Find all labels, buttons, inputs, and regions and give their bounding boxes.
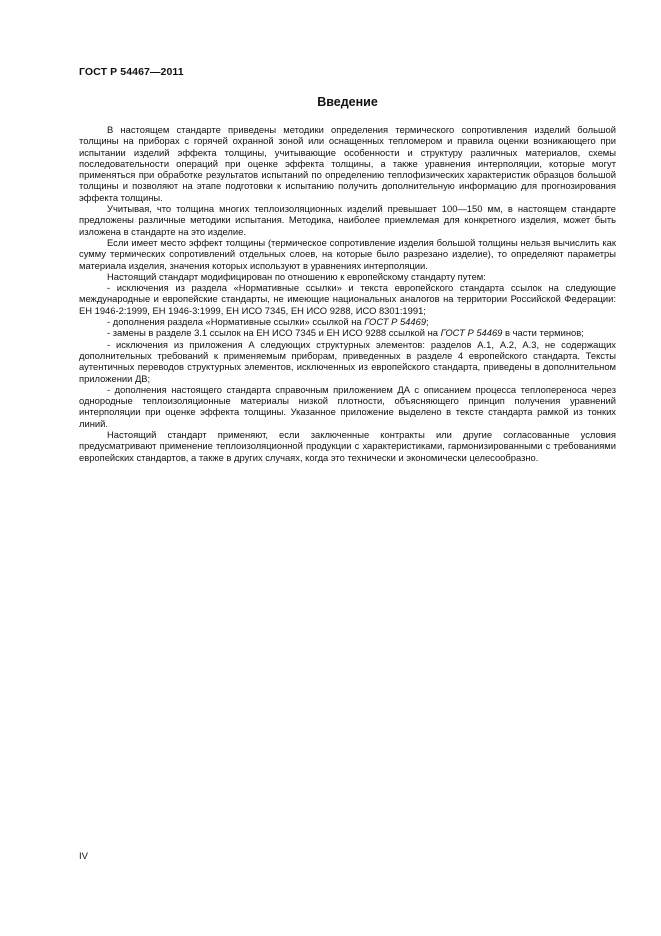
list-item-text: ; — [426, 316, 429, 328]
standard-reference: ГОСТ Р 54469 — [364, 316, 427, 328]
paragraph: Если имеет место эффект толщины (термическое сопротивление изделия большой толщины нельзя вычислить как сумму термических сопротивлений отдельных слоев, на которые было разрезано изделие), то определяют параметры материала изделия, значения которых используют в уравнениях интерполяции. — [79, 236, 616, 271]
standard-code-header: ГОСТ Р 54467—2011 — [79, 66, 184, 78]
paragraph: Учитывая, что толщина многих теплоизоляционных изделий превышает 100—150 мм, в настоящем стандарте предложены различные методики испытания. Методика, наиболее приемлемая для конкретного изделия, может быть изложена в стандарте на это изделие. — [79, 203, 616, 237]
page-number: IV — [79, 851, 88, 862]
list-item-text: - замены в разделе 3.1 ссылок на ЕН ИСО 7345 и ЕН ИСО 9288 ссылкой на — [107, 327, 441, 339]
paragraph: В настоящем стандарте приведены методики определения термического сопротивления изделий большой толщины на приборах с горячей охранной зоной или оснащенных тепломером и правила оценки возникающего при испытании изделий эффекта толщины, учитывающие особенности и структуру различных материалов, схемы последовательности операций при оценке эффекта толщины, а также уравнения интерполяции, которые могут применяться при обработке результатов испытаний по определению теплофизических характеристик образцов большой толщины и позволяют на этапе подготовки к испытанию получить дополнительную информацию для прогнозирования эффекта толщины. — [79, 124, 616, 203]
standard-reference: ГОСТ Р 54469 — [440, 327, 503, 339]
list-item: - исключения из раздела «Нормативные ссылки» и текста европейского стандарта ссылок на следующие международные и европейские стандарты, не имеющие национальных аналогов на территории Российской Федерации: ЕН 1946-2:1999, ЕН 1946-3:1999, ЕН ИСО 7345, ЕН ИСО 9288, ИСО 8301:1991; — [79, 282, 616, 316]
list-item: - исключения из приложения А следующих структурных элементов: разделов А.1, А.2, А.3, не содержащих дополнительных требований к применяемым приборам, приведенных в разделе 4 европейского стандарта. Тексты аутентичных переводов структурных элементов, исключенных из европейского стандарта, приведены в дополнительном приложении ДВ; — [79, 338, 616, 384]
list-item — [79, 327, 616, 338]
paragraph: Настоящий стандарт применяют, если заключенные контракты или другие согласованные условия предусматривают применение теплоизоляционной продукции с характеристиками, гармонизированными с требованиями европейских стандартов, а также в других случаях, когда это технически и экономически целесообразно. — [79, 429, 616, 463]
list-item-text: в части терминов; — [502, 327, 584, 339]
paragraph: Настоящий стандарт модифицирован по отношению к европейскому стандарту путем: — [107, 270, 486, 282]
section-title: Введение — [317, 95, 378, 109]
list-item-text: - дополнения раздела «Нормативные ссылки» ссылкой на — [107, 316, 365, 328]
introduction-body — [79, 124, 616, 463]
list-item: - дополнения настоящего стандарта справочным приложением ДА с описанием процесса теплопереноса через однородные теплоизоляционные материалы низкой плотности, объясняющего принцип получения уравнений интерполяции при оценке эффекта толщины. Указанное приложение выделено в тексте стандарта рамкой из тонких линий. — [79, 383, 616, 429]
list-item — [79, 316, 616, 327]
